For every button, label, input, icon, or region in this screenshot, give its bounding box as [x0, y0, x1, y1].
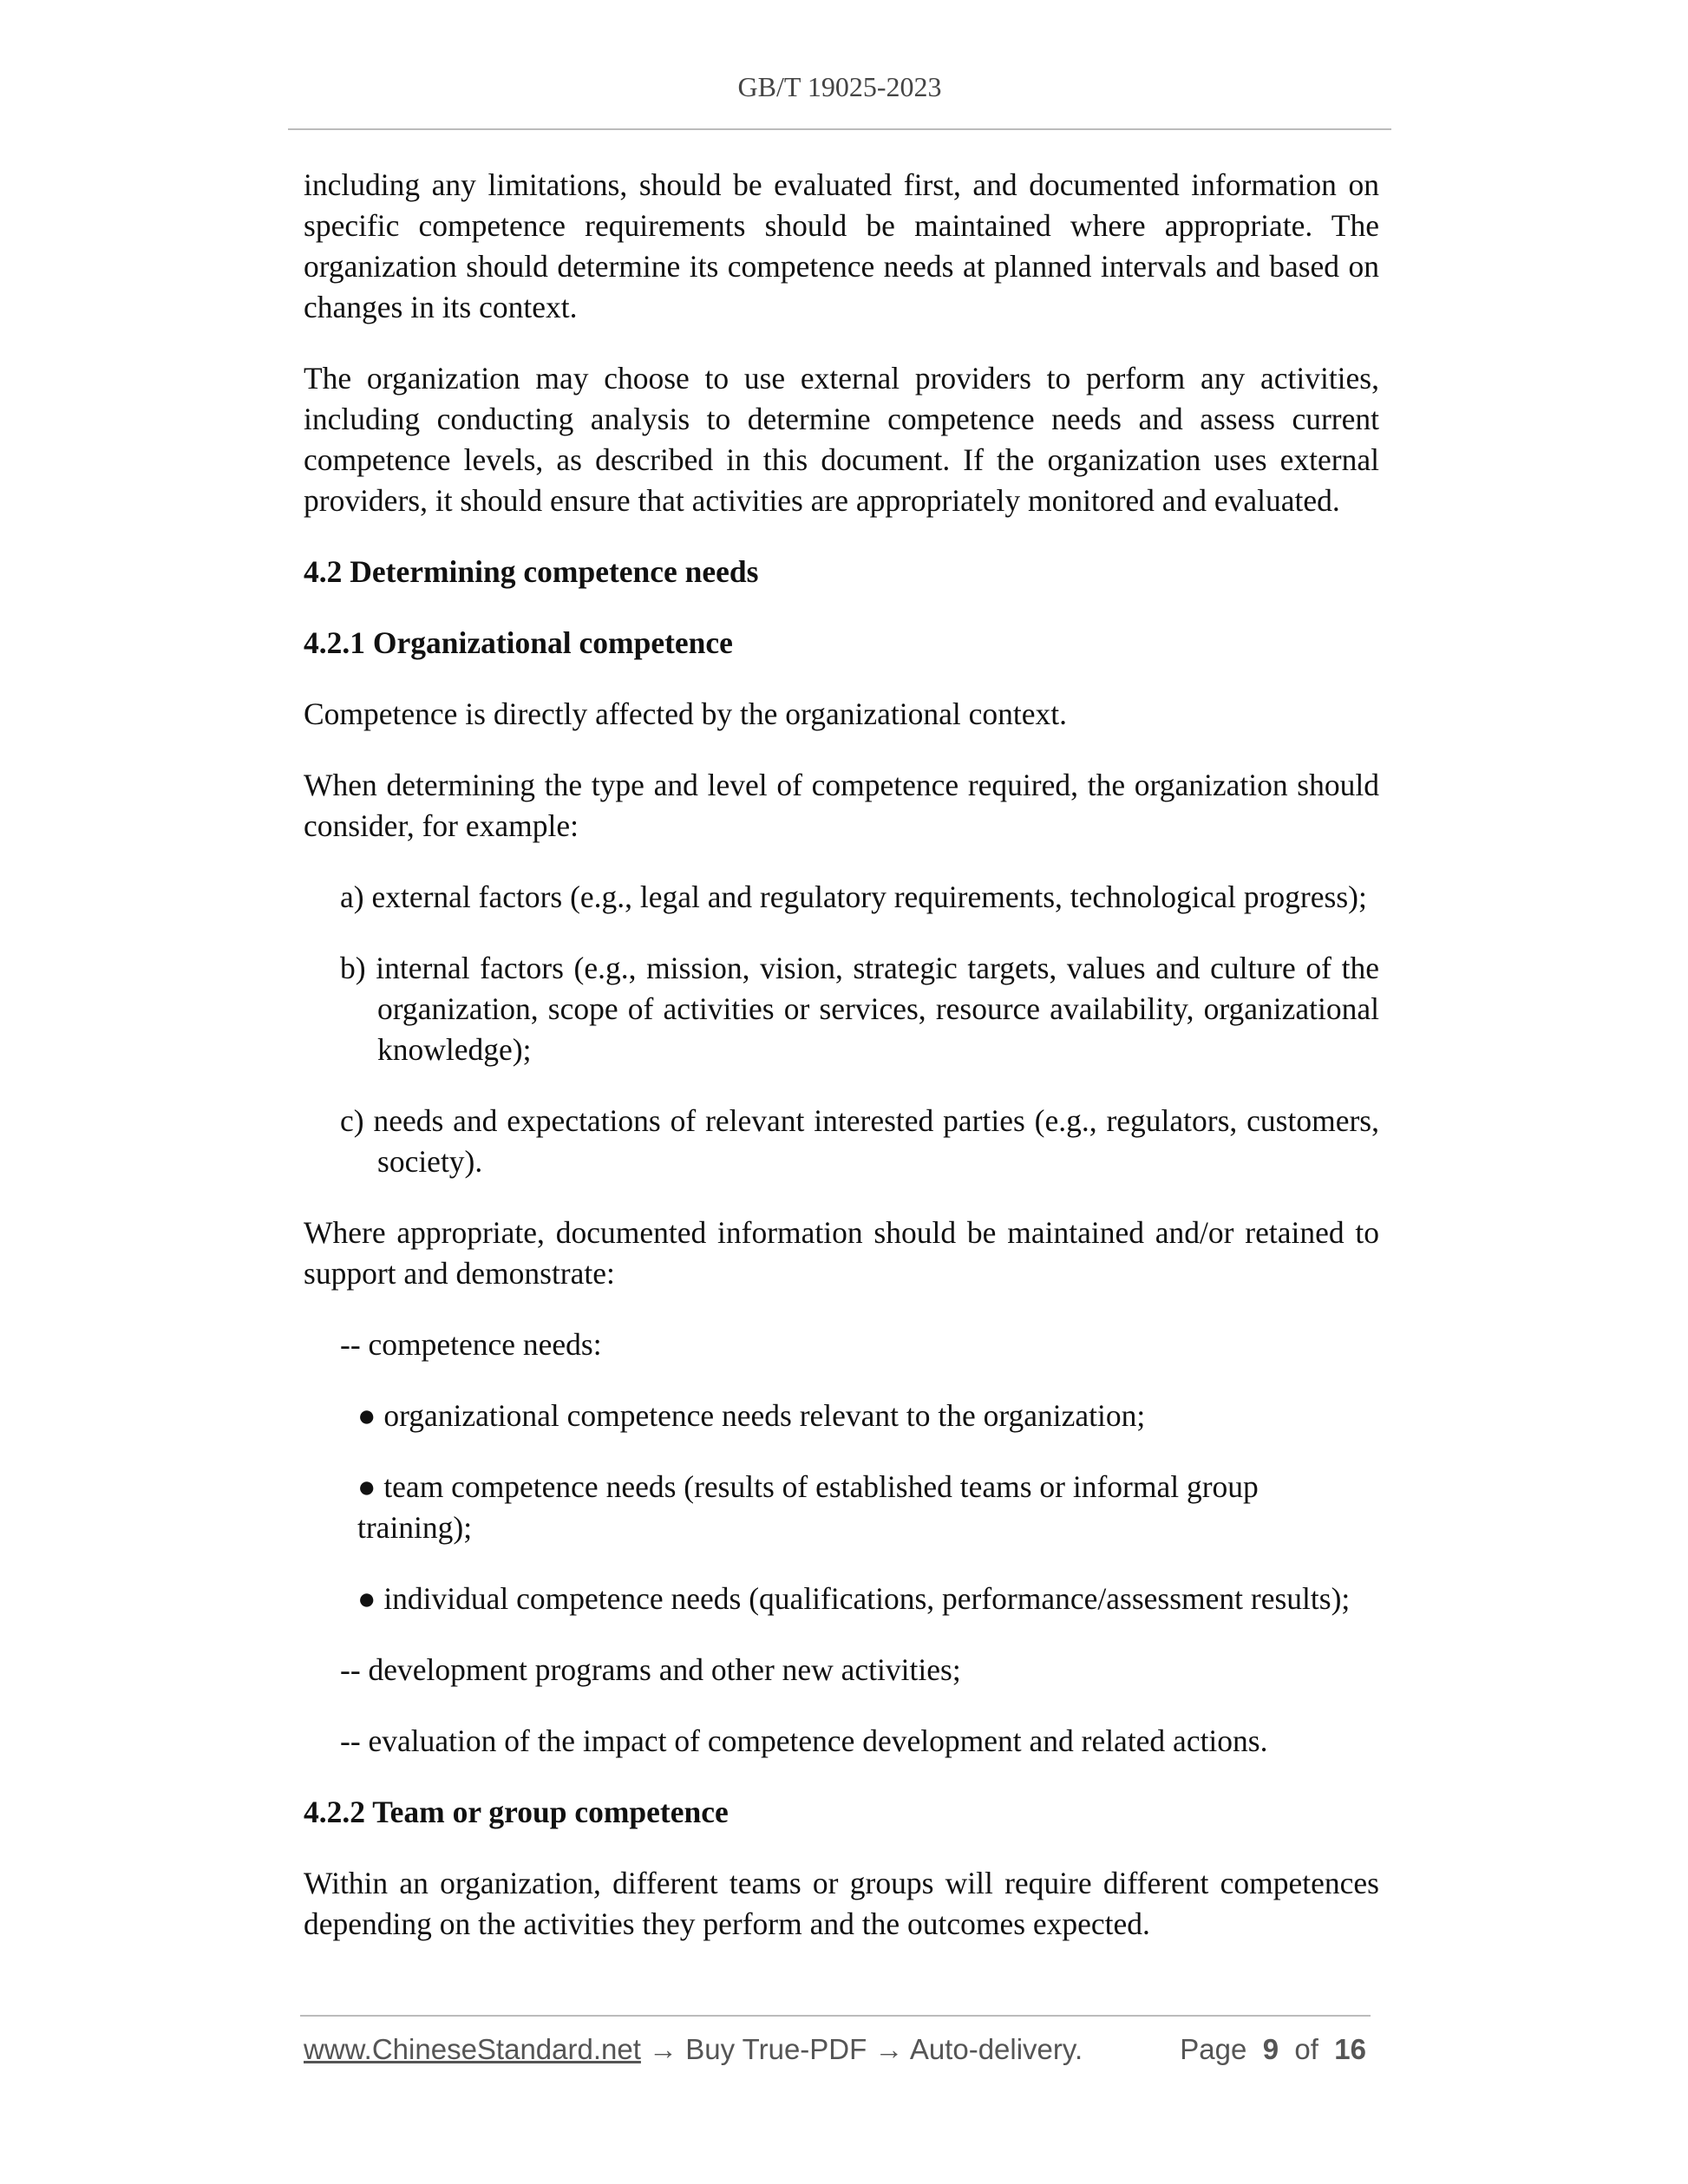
document-body [304, 165, 1379, 1975]
paragraph: Competence is directly affected by the organizational context. [304, 696, 1067, 731]
paragraph: Within an organization, different teams or groups will require different competences depending on the activities they perform and the outcomes expected. [304, 1866, 1379, 1941]
paragraph: When determining the type and level of competence required, the organization should consider, for example: [304, 768, 1379, 843]
footer-divider [300, 2015, 1371, 2017]
dash-item-competence-needs: -- competence needs: [340, 1327, 602, 1362]
section-heading-4-2-1: 4.2.1 Organizational competence [304, 625, 733, 660]
bullet-item-team: ● team competence needs (results of established teams or informal group training); [357, 1469, 1259, 1545]
of-label: of [1294, 2033, 1318, 2065]
section-heading-4-2-2: 4.2.2 Team or group competence [304, 1795, 729, 1829]
total-pages-number: 16 [1334, 2033, 1366, 2065]
bullet-item-organizational: ● organizational competence needs relevant to the organization; [357, 1398, 1146, 1433]
paragraph: including any limitations, should be evaluated first, and documented information on specific competence requirements should be maintained where appropriate. The organization should determine its competence needs at planned intervals and based on changes in its context. [304, 167, 1379, 324]
list-item-a: a) external factors (e.g., legal and regulatory requirements, technological progress); [340, 879, 1367, 914]
header-divider [288, 128, 1391, 130]
website-link[interactable]: www.ChineseStandard.net [304, 2033, 641, 2065]
dash-item-development-programs: -- development programs and other new activities; [340, 1652, 961, 1687]
page-indicator [1180, 2033, 1366, 2066]
bullet-item-individual: ● individual competence needs (qualifications, performance/assessment results); [357, 1581, 1351, 1616]
page-header-doc-id: GB/T 19025-2023 [737, 71, 942, 102]
list-item-b: b) internal factors (e.g., mission, vision, strategic targets, values and culture of the organization, scope of activities or services, resource availability, organizational knowledge); [340, 951, 1379, 1067]
paragraph: Where appropriate, documented information should be maintained and/or retained to support and demonstrate: [304, 1215, 1379, 1291]
footer-tagline: → Buy True-PDF → Auto-delivery. [640, 2033, 1083, 2065]
footer-promo [304, 2033, 1083, 2066]
page-label: Page [1180, 2033, 1247, 2065]
page-footer [304, 2033, 1371, 2071]
current-page-number: 9 [1262, 2033, 1279, 2065]
section-heading-4-2: 4.2 Determining competence needs [304, 554, 759, 589]
dash-item-evaluation: -- evaluation of the impact of competence development and related actions. [340, 1723, 1268, 1758]
paragraph: The organization may choose to use external providers to perform any activities, including conducting analysis to determine competence needs and assess current competence levels, as described in this document. If the organization uses external providers, it should ensure that activities are appropriately monitored and evaluated. [304, 361, 1379, 518]
list-item-c: c) needs and expectations of relevant interested parties (e.g., regulators, customers, society). [340, 1103, 1379, 1179]
